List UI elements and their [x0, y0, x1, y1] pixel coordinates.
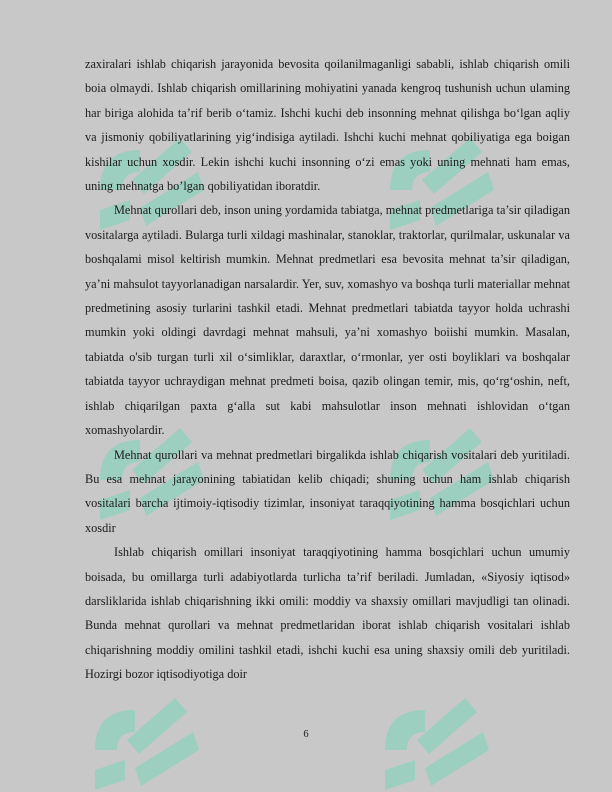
paragraph-1: zaxiralari ishlab chiqarish jarayonida bevosita qoilanilmaganligi sababli, ishlab chiqarish omili boia olmaydi. Ishlab chiqarish omillarining mohiyatini yanada kengroq tushunish uchun ulaming har biriga alohida ta’rif berib o‘tamiz. Ishchi kuchi deb insonning mehnat qilishga bo‘lgan aqliy va jismoniy qobiliyatlarining yig‘indisiga aytiladi. Ishchi kuchi mehnat qobiliyatiga ega boigan kishilar uchun xosdir. Lekin ishchi kuchi insonning o‘zi emas yoki uning mehnati ham emas, uning mehnatga bo’lgan qobiliyatidan iboratdir. [85, 57, 570, 194]
paragraph-2: Mehnat qurollari deb, inson uning yordamida tabiatga, mehnat predmetlariga ta’sir qiladigan vositalarga aytiladi. Bularga turli xildagi mashinalar, stanoklar, traktorlar, qurilmalar, uskunalar va boshqalami misol keltirish mumkin. Mehnat predmetlari esa bevosita mehnat ta’sir qiladigan, ya’ni mahsulot tayyorlanadigan narsalardir. Yer, suv, xomashyo va boshqa turli materiallar mehnat predmetining asosiy turlarini tashkil etadi. Mehnat predmetlari tabiatda tayyor holda uchrashi mumkin yoki oldingi davrdagi mehnat mahsuli, ya’ni xomashyo boiishi mumkin. Masalan, tabiatda o'sib turgan turli xil o‘simliklar, daraxtlar, o‘rmonlar, yer osti boyliklari va boshqalar tabiatda tayyor uchraydigan mehnat predmeti boisa, qazib olingan temir, mis, qo‘rg‘oshin, neft, ishlab chiqarilgan paxta g‘alla sut kabi mahsulotlar inson mehnati ishlovidan o‘tgan xomashyolardir. [85, 203, 570, 438]
watermark-logo-5 [95, 698, 199, 790]
watermark-logo-6 [385, 698, 489, 790]
page-number: 6 [303, 729, 309, 740]
paragraph-4: Ishlab chiqarish omillari insoniyat taraqqiyotining hamma bosqichlari uchun umumiy boisada, bu omillarga turli adabiyotlarda turlicha ta’rif beriladi. Jumladan, «Siyosiy iqtisod» darsliklarida ishlab chiqarishning ikki omili: moddiy va shaxsiy omillari mavjudligi tan olinadi. Bunda mehnat qurollari va mehnat predmetlaridan iborat ishlab chiqarish vositalari ishlab chiqarishning moddiy omilini tashkil etadi, ishchi kuchi esa uning shaxsiy omili deb yuritiladi. Hozirgi bozor iqtisodiyotiga doir [85, 545, 570, 682]
page-body [85, 52, 570, 687]
paragraph-3: Mehnat qurollari va mehnat predmetlari birgalikda ishlab chiqarish vositalari deb yuritiladi. Bu esa mehnat jarayonining tabiatidan kelib chiqadi; shuning uchun ham ishlab chiqarish vositalari barcha ijtimoiy-iqtisodiy tizimlar, insoniyat taraqqiyotining hamma bosqichlari uchun xosdir [85, 447, 570, 535]
